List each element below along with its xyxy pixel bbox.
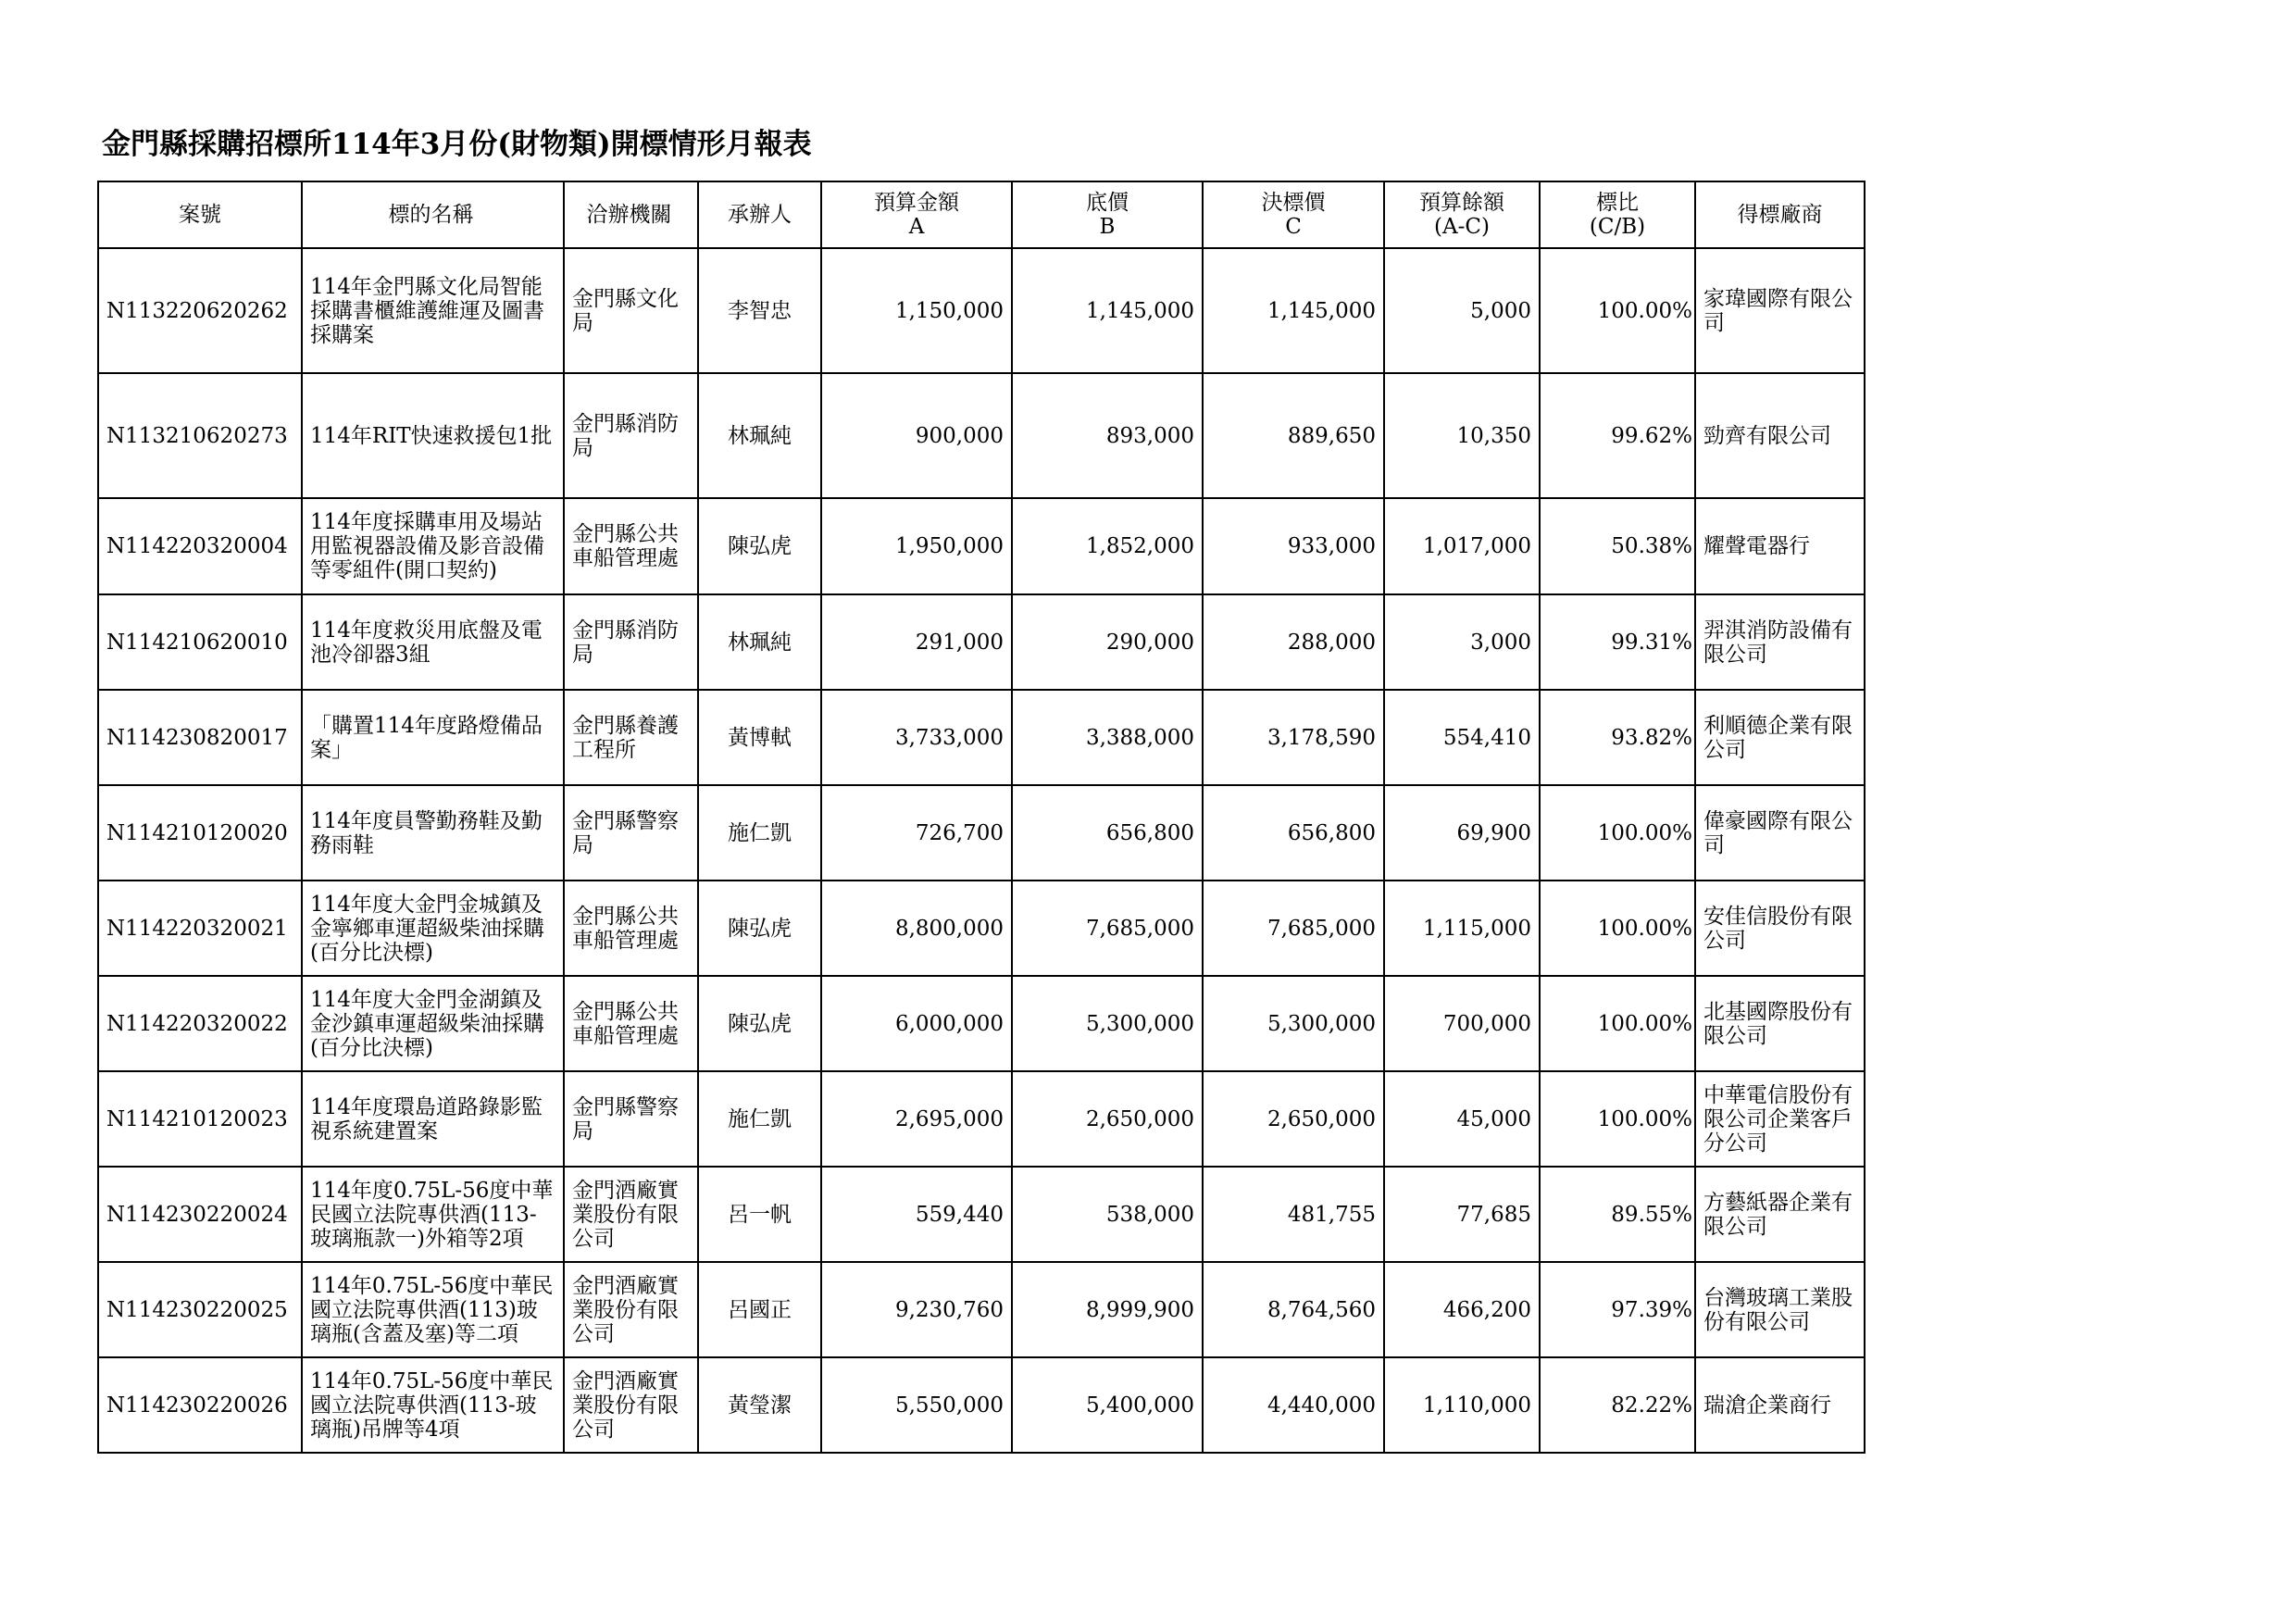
table-row	[98, 373, 1865, 498]
cell-budget: 559,440	[821, 1167, 1012, 1262]
cell-name: 114年度大金門金城鎮及金寧鄉車運超級柴油採購(百分比決標)	[302, 881, 564, 976]
cell-ratio: 89.55%	[1540, 1167, 1695, 1262]
cell-award-price: 1,145,000	[1203, 248, 1384, 373]
cell-agency: 金門縣消防局	[564, 594, 698, 690]
table-row	[98, 1262, 1865, 1357]
cell-base-price: 2,650,000	[1012, 1071, 1203, 1167]
cell-case-no: N114210120020	[98, 785, 302, 881]
cell-budget-remaining: 1,110,000	[1384, 1357, 1540, 1453]
table-row	[98, 881, 1865, 976]
cell-name: 114年度大金門金湖鎮及金沙鎮車運超級柴油採購(百分比決標)	[302, 976, 564, 1071]
header-vendor: 得標廠商	[1695, 181, 1865, 248]
cell-budget: 900,000	[821, 373, 1012, 498]
cell-name: 114年金門縣文化局智能採購書櫃維護維運及圖書採購案	[302, 248, 564, 373]
cell-agency: 金門縣公共車船管理處	[564, 881, 698, 976]
cell-base-price: 5,400,000	[1012, 1357, 1203, 1453]
cell-case-no: N114230220026	[98, 1357, 302, 1453]
cell-vendor: 偉豪國際有限公司	[1695, 785, 1865, 881]
cell-vendor: 家瑋國際有限公司	[1695, 248, 1865, 373]
cell-base-price: 290,000	[1012, 594, 1203, 690]
cell-budget-remaining: 10,350	[1384, 373, 1540, 498]
cell-handler: 呂國正	[698, 1262, 821, 1357]
cell-name: 114年RIT快速救援包1批	[302, 373, 564, 498]
cell-case-no: N114220320021	[98, 881, 302, 976]
cell-award-price: 933,000	[1203, 498, 1384, 594]
cell-handler: 黃瑩潔	[698, 1357, 821, 1453]
cell-ratio: 100.00%	[1540, 785, 1695, 881]
header-name: 標的名稱	[302, 181, 564, 248]
cell-case-no: N113220620262	[98, 248, 302, 373]
cell-budget: 6,000,000	[821, 976, 1012, 1071]
cell-agency: 金門縣公共車船管理處	[564, 976, 698, 1071]
cell-ratio: 100.00%	[1540, 976, 1695, 1071]
cell-vendor: 勁齊有限公司	[1695, 373, 1865, 498]
cell-case-no: N114230220024	[98, 1167, 302, 1262]
cell-budget: 2,695,000	[821, 1071, 1012, 1167]
cell-base-price: 5,300,000	[1012, 976, 1203, 1071]
cell-ratio: 97.39%	[1540, 1262, 1695, 1357]
cell-handler: 施仁凱	[698, 785, 821, 881]
cell-award-price: 7,685,000	[1203, 881, 1384, 976]
cell-award-price: 4,440,000	[1203, 1357, 1384, 1453]
table-header-row	[98, 181, 1865, 248]
cell-ratio: 100.00%	[1540, 248, 1695, 373]
cell-ratio: 99.31%	[1540, 594, 1695, 690]
cell-handler: 黃博軾	[698, 690, 821, 785]
cell-ratio: 93.82%	[1540, 690, 1695, 785]
cell-vendor: 利順德企業有限公司	[1695, 690, 1865, 785]
cell-case-no: N114230820017	[98, 690, 302, 785]
cell-budget: 5,550,000	[821, 1357, 1012, 1453]
cell-budget-remaining: 700,000	[1384, 976, 1540, 1071]
cell-budget: 9,230,760	[821, 1262, 1012, 1357]
cell-budget: 1,950,000	[821, 498, 1012, 594]
cell-award-price: 3,178,590	[1203, 690, 1384, 785]
cell-case-no: N114210620010	[98, 594, 302, 690]
cell-agency: 金門酒廠實業股份有限公司	[564, 1357, 698, 1453]
cell-base-price: 893,000	[1012, 373, 1203, 498]
cell-agency: 金門縣警察局	[564, 1071, 698, 1167]
cell-vendor: 耀聲電器行	[1695, 498, 1865, 594]
cell-name: 114年0.75L-56度中華民國立法院專供酒(113)玻璃瓶(含蓋及塞)等二項	[302, 1262, 564, 1357]
header-case-no: 案號	[98, 181, 302, 248]
cell-handler: 林珮純	[698, 594, 821, 690]
cell-handler: 林珮純	[698, 373, 821, 498]
header-base-price: 底價 B	[1012, 181, 1203, 248]
cell-vendor: 羿淇消防設備有限公司	[1695, 594, 1865, 690]
cell-award-price: 481,755	[1203, 1167, 1384, 1262]
cell-case-no: N114220320022	[98, 976, 302, 1071]
tender-report-table	[97, 181, 1866, 1454]
cell-base-price: 538,000	[1012, 1167, 1203, 1262]
table-row	[98, 594, 1865, 690]
cell-agency: 金門酒廠實業股份有限公司	[564, 1262, 698, 1357]
cell-award-price: 5,300,000	[1203, 976, 1384, 1071]
cell-ratio: 99.62%	[1540, 373, 1695, 498]
cell-award-price: 889,650	[1203, 373, 1384, 498]
cell-name: 114年度員警勤務鞋及勤務雨鞋	[302, 785, 564, 881]
cell-agency: 金門縣養護工程所	[564, 690, 698, 785]
cell-case-no: N114220320004	[98, 498, 302, 594]
table-row	[98, 1167, 1865, 1262]
cell-case-no: N113210620273	[98, 373, 302, 498]
cell-budget-remaining: 1,115,000	[1384, 881, 1540, 976]
cell-budget-remaining: 3,000	[1384, 594, 1540, 690]
cell-budget-remaining: 45,000	[1384, 1071, 1540, 1167]
cell-vendor: 安佳信股份有限公司	[1695, 881, 1865, 976]
cell-base-price: 7,685,000	[1012, 881, 1203, 976]
cell-handler: 施仁凱	[698, 1071, 821, 1167]
cell-budget-remaining: 466,200	[1384, 1262, 1540, 1357]
cell-vendor: 台灣玻璃工業股份有限公司	[1695, 1262, 1865, 1357]
table-row	[98, 1071, 1865, 1167]
cell-handler: 李智忠	[698, 248, 821, 373]
cell-handler: 呂一帆	[698, 1167, 821, 1262]
cell-budget: 3,733,000	[821, 690, 1012, 785]
cell-budget-remaining: 1,017,000	[1384, 498, 1540, 594]
cell-base-price: 8,999,900	[1012, 1262, 1203, 1357]
cell-handler: 陳弘虎	[698, 976, 821, 1071]
cell-case-no: N114210120023	[98, 1071, 302, 1167]
cell-base-price: 3,388,000	[1012, 690, 1203, 785]
header-ratio: 標比 (C/B)	[1540, 181, 1695, 248]
cell-budget-remaining: 5,000	[1384, 248, 1540, 373]
cell-budget: 8,800,000	[821, 881, 1012, 976]
cell-award-price: 288,000	[1203, 594, 1384, 690]
report-title: 金門縣採購招標所114年3月份(財物類)開標情形月報表	[102, 128, 812, 161]
cell-base-price: 1,852,000	[1012, 498, 1203, 594]
cell-agency: 金門酒廠實業股份有限公司	[564, 1167, 698, 1262]
header-budget-remaining: 預算餘額 (A-C)	[1384, 181, 1540, 248]
cell-base-price: 1,145,000	[1012, 248, 1203, 373]
header-handler: 承辦人	[698, 181, 821, 248]
header-award-price: 決標價 C	[1203, 181, 1384, 248]
header-budget: 預算金額 A	[821, 181, 1012, 248]
cell-name: 114年度救災用底盤及電池冷卻器3組	[302, 594, 564, 690]
table-row	[98, 498, 1865, 594]
cell-agency: 金門縣消防局	[564, 373, 698, 498]
cell-award-price: 8,764,560	[1203, 1262, 1384, 1357]
cell-name: 114年0.75L-56度中華民國立法院專供酒(113-玻璃瓶)吊牌等4項	[302, 1357, 564, 1453]
cell-budget-remaining: 554,410	[1384, 690, 1540, 785]
header-agency: 洽辦機關	[564, 181, 698, 248]
cell-base-price: 656,800	[1012, 785, 1203, 881]
table-row	[98, 690, 1865, 785]
cell-budget-remaining: 77,685	[1384, 1167, 1540, 1262]
cell-budget-remaining: 69,900	[1384, 785, 1540, 881]
cell-award-price: 656,800	[1203, 785, 1384, 881]
table-row	[98, 785, 1865, 881]
cell-budget: 291,000	[821, 594, 1012, 690]
cell-vendor: 方藝紙器企業有限公司	[1695, 1167, 1865, 1262]
cell-vendor: 北基國際股份有限公司	[1695, 976, 1865, 1071]
cell-ratio: 100.00%	[1540, 1071, 1695, 1167]
cell-name: 「購置114年度路燈備品案」	[302, 690, 564, 785]
table-row	[98, 976, 1865, 1071]
table-row	[98, 248, 1865, 373]
cell-handler: 陳弘虎	[698, 498, 821, 594]
cell-agency: 金門縣文化局	[564, 248, 698, 373]
cell-handler: 陳弘虎	[698, 881, 821, 976]
cell-vendor: 中華電信股份有限公司企業客戶分公司	[1695, 1071, 1865, 1167]
cell-agency: 金門縣公共車船管理處	[564, 498, 698, 594]
cell-budget: 1,150,000	[821, 248, 1012, 373]
cell-ratio: 50.38%	[1540, 498, 1695, 594]
cell-ratio: 82.22%	[1540, 1357, 1695, 1453]
cell-vendor: 瑞滄企業商行	[1695, 1357, 1865, 1453]
cell-agency: 金門縣警察局	[564, 785, 698, 881]
cell-budget: 726,700	[821, 785, 1012, 881]
cell-award-price: 2,650,000	[1203, 1071, 1384, 1167]
cell-ratio: 100.00%	[1540, 881, 1695, 976]
table-row	[98, 1357, 1865, 1453]
cell-name: 114年度0.75L-56度中華民國立法院專供酒(113-玻璃瓶款一)外箱等2項	[302, 1167, 564, 1262]
cell-name: 114年度環島道路錄影監視系統建置案	[302, 1071, 564, 1167]
cell-case-no: N114230220025	[98, 1262, 302, 1357]
cell-name: 114年度採購車用及場站用監視器設備及影音設備等零組件(開口契約)	[302, 498, 564, 594]
